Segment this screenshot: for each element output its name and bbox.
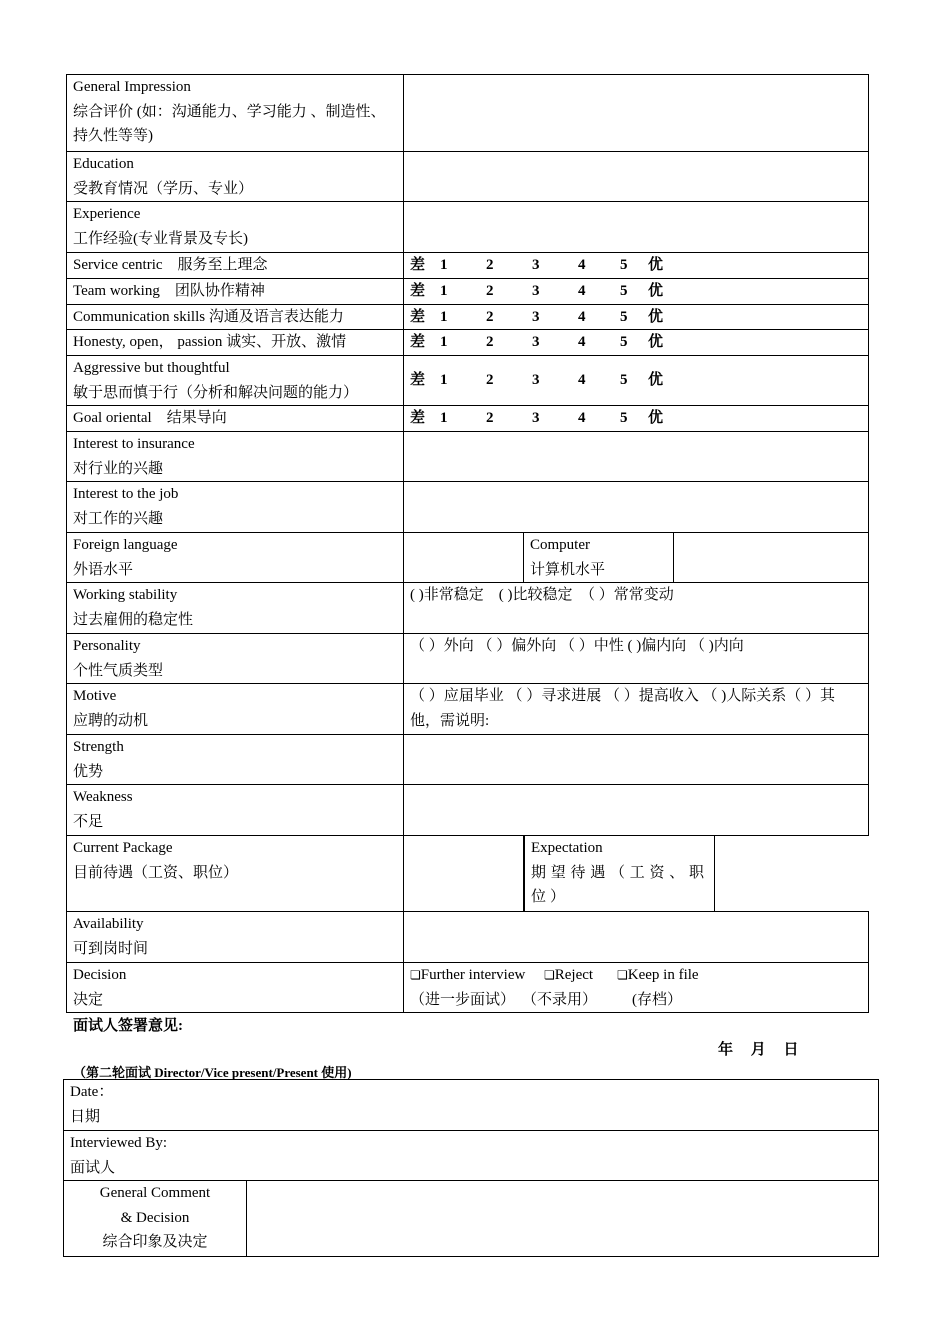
general-impression-cn: 综合评价 (如：沟通能力、学习能力 、制造性、持久性等等) bbox=[73, 103, 386, 144]
rating-n4[interactable]: 4 bbox=[578, 257, 586, 273]
expectation-en: Expectation bbox=[531, 840, 603, 856]
rating-scale bbox=[410, 368, 862, 393]
foreign-language-label bbox=[67, 533, 404, 583]
general-comment-en: General Comment bbox=[99, 1185, 211, 1201]
weakness-cn: 不足 bbox=[73, 813, 104, 830]
interest-insurance-label bbox=[67, 432, 404, 482]
rating-scale bbox=[410, 253, 862, 278]
experience-field[interactable] bbox=[404, 202, 869, 253]
rating-low: 差 bbox=[410, 410, 426, 427]
aggressive-cn: 敏于思而慎于行（分析和解决问题的能力） bbox=[73, 384, 359, 401]
rating-n1[interactable]: 1 bbox=[440, 410, 448, 427]
communication-rating[interactable] bbox=[404, 304, 869, 330]
team-working-rating[interactable] bbox=[404, 278, 869, 304]
expectation-field[interactable] bbox=[715, 836, 869, 911]
strength-cn: 优势 bbox=[73, 763, 104, 780]
rating-n1[interactable]: 1 bbox=[440, 372, 448, 389]
rating-n4[interactable]: 4 bbox=[578, 334, 586, 351]
communication-label: Communication skills 沟通及语言表达能力 bbox=[67, 304, 404, 330]
education-field[interactable] bbox=[404, 152, 869, 202]
rating-n2[interactable]: 2 bbox=[486, 282, 494, 299]
keep-in-file-option[interactable] bbox=[617, 963, 699, 988]
availability-cn: 可到岗时间 bbox=[73, 940, 149, 957]
checkbox-icon[interactable]: ❏ bbox=[617, 968, 628, 982]
keep-in-file-label: Keep in file bbox=[627, 967, 699, 983]
expectation-cn: 期望待遇（工资、职位） bbox=[531, 864, 708, 905]
interest-job-label bbox=[67, 482, 404, 533]
date-cn: 日期 bbox=[70, 1108, 101, 1125]
computer-label bbox=[524, 533, 674, 583]
personality-label bbox=[67, 634, 404, 684]
personality-cn: 个性气质类型 bbox=[73, 662, 164, 679]
weakness-field[interactable] bbox=[404, 785, 869, 836]
rating-high: 优 bbox=[648, 334, 664, 351]
rating-n3[interactable]: 3 bbox=[532, 334, 540, 351]
computer-field[interactable] bbox=[674, 533, 869, 583]
general-impression-en: General Impression bbox=[73, 79, 191, 95]
aggressive-label bbox=[67, 356, 404, 406]
decision-en2: & Decision bbox=[120, 1209, 190, 1226]
interest-insurance-cn: 对行业的兴趣 bbox=[73, 460, 164, 477]
rating-n2[interactable]: 2 bbox=[486, 334, 494, 351]
strength-field[interactable] bbox=[404, 735, 869, 785]
education-label bbox=[67, 152, 404, 202]
rating-n2[interactable]: 2 bbox=[486, 410, 494, 427]
experience-cn: 工作经验(专业背景及专长) bbox=[73, 230, 248, 247]
stability-cn: 过去雇佣的稳定性 bbox=[73, 611, 194, 628]
rating-high: 优 bbox=[648, 410, 664, 427]
motive-options[interactable]: （ ）应届毕业 （ ）寻求进展 （ ）提高收入 （ )人际关系（ ）其他，需说明: bbox=[404, 684, 869, 735]
general-comment-field[interactable] bbox=[247, 1181, 879, 1257]
rating-scale bbox=[410, 330, 862, 355]
stability-options[interactable]: ( )非常稳定 ( )比较稳定 （ ）常常变动 bbox=[404, 583, 869, 634]
goal-oriental-label: Goal oriental 结果导向 bbox=[67, 406, 404, 432]
expectation-subtable bbox=[524, 836, 869, 911]
education-cn: 受教育情况（学历、专业） bbox=[73, 180, 254, 197]
education-en: Education bbox=[73, 156, 134, 172]
rating-n1[interactable]: 1 bbox=[440, 257, 448, 273]
rating-n5[interactable]: 5 bbox=[620, 334, 628, 351]
date-row[interactable] bbox=[64, 1080, 879, 1131]
rating-low: 差 bbox=[410, 257, 426, 273]
motive-cn: 应聘的动机 bbox=[73, 712, 149, 729]
rating-low: 差 bbox=[410, 334, 426, 351]
general-comment-cn: 综合印象及决定 bbox=[102, 1234, 208, 1250]
service-centric-rating[interactable] bbox=[404, 253, 869, 279]
reject-cn: （不录用） bbox=[522, 991, 598, 1008]
decision-en: Decision bbox=[73, 967, 127, 983]
experience-label bbox=[67, 202, 404, 253]
current-package-en: Current Package bbox=[73, 840, 173, 856]
rating-low: 差 bbox=[410, 308, 426, 325]
foreign-language-en: Foreign language bbox=[73, 537, 178, 553]
aggressive-rating[interactable] bbox=[404, 356, 869, 406]
rating-high: 优 bbox=[648, 372, 664, 389]
interest-job-field[interactable] bbox=[404, 482, 869, 533]
experience-en: Experience bbox=[73, 206, 141, 222]
rating-scale bbox=[410, 279, 862, 304]
rating-n3[interactable]: 3 bbox=[532, 410, 540, 427]
strength-en: Strength bbox=[73, 739, 124, 755]
stability-en: Working stability bbox=[73, 587, 178, 603]
rating-n3[interactable]: 3 bbox=[532, 308, 540, 325]
rating-n1[interactable]: 1 bbox=[440, 282, 448, 299]
rating-low: 差 bbox=[410, 282, 426, 299]
general-impression-field[interactable] bbox=[404, 75, 869, 152]
rating-n4[interactable]: 4 bbox=[578, 282, 586, 299]
interest-job-en: Interest to the job bbox=[73, 486, 179, 502]
rating-n4[interactable]: 4 bbox=[578, 410, 586, 427]
general-comment-label bbox=[64, 1181, 247, 1257]
rating-n1[interactable]: 1 bbox=[440, 334, 448, 351]
decision-cn: 决定 bbox=[73, 991, 104, 1008]
goal-oriental-rating[interactable] bbox=[404, 406, 869, 432]
rating-n3[interactable]: 3 bbox=[532, 282, 540, 299]
second-round-table bbox=[63, 1079, 879, 1257]
rating-n3[interactable]: 3 bbox=[532, 372, 540, 389]
further-interview-cn: （进一步面试） bbox=[410, 991, 516, 1008]
weakness-label bbox=[67, 785, 404, 836]
rating-scale bbox=[410, 406, 862, 431]
honesty-label: Honesty, open， passion 诚实、开放、激情 bbox=[67, 330, 404, 356]
stability-label bbox=[67, 583, 404, 634]
expectation-label bbox=[525, 836, 715, 911]
checkbox-icon[interactable]: ❏ bbox=[544, 968, 555, 982]
interview-evaluation-table bbox=[66, 74, 869, 1013]
signature-date-line: 年 月 日 bbox=[718, 1042, 799, 1058]
current-package-field[interactable] bbox=[404, 836, 524, 912]
decision-options bbox=[404, 963, 869, 1013]
weakness-en: Weakness bbox=[73, 789, 133, 805]
team-working-label: Team working 团队协作精神 bbox=[67, 278, 404, 304]
personality-en: Personality bbox=[73, 638, 141, 654]
general-impression-label bbox=[67, 75, 404, 152]
rating-n2[interactable]: 2 bbox=[486, 308, 494, 325]
honesty-rating[interactable] bbox=[404, 330, 869, 356]
reject-option[interactable] bbox=[544, 963, 617, 988]
date-en: Date： bbox=[70, 1084, 114, 1100]
interviewed-by-row[interactable] bbox=[64, 1131, 879, 1181]
current-package-label bbox=[67, 836, 404, 912]
motive-label bbox=[67, 684, 404, 735]
rating-n5[interactable]: 5 bbox=[620, 372, 628, 389]
rating-n1[interactable]: 1 bbox=[440, 308, 448, 325]
decision-label bbox=[67, 963, 404, 1013]
computer-en: Computer bbox=[530, 537, 590, 553]
rating-high: 优 bbox=[648, 257, 664, 273]
rating-n2[interactable]: 2 bbox=[486, 372, 494, 389]
second-round-note: （第二轮面试 Director/Vice present/Present 使用) bbox=[73, 1065, 352, 1080]
rating-high: 优 bbox=[648, 308, 664, 325]
checkbox-icon[interactable]: ❏ bbox=[410, 968, 421, 982]
rating-n4[interactable]: 4 bbox=[578, 372, 586, 389]
foreign-language-field[interactable] bbox=[404, 533, 524, 583]
rating-n5[interactable]: 5 bbox=[620, 257, 628, 273]
aggressive-en: Aggressive but thoughtful bbox=[73, 360, 230, 376]
interviewed-by-en: Interviewed By: bbox=[70, 1135, 168, 1151]
keep-in-file-cn: (存档） bbox=[632, 991, 682, 1008]
interest-job-cn: 对工作的兴趣 bbox=[73, 510, 164, 527]
further-interview-label: Further interview bbox=[420, 967, 526, 983]
rating-low: 差 bbox=[410, 372, 426, 389]
service-centric-label: Service centric 服务至上理念 bbox=[67, 253, 404, 279]
interviewer-signature-label: 面试人签署意见: bbox=[73, 1018, 183, 1034]
rating-n2[interactable]: 2 bbox=[486, 257, 494, 273]
availability-label bbox=[67, 912, 404, 963]
current-package-cn: 目前待遇（工资、职位） bbox=[73, 864, 239, 881]
motive-en: Motive bbox=[73, 688, 117, 704]
interest-insurance-en: Interest to insurance bbox=[73, 436, 195, 452]
rating-n3[interactable]: 3 bbox=[532, 257, 540, 273]
rating-scale bbox=[410, 305, 862, 330]
rating-n4[interactable]: 4 bbox=[578, 308, 586, 325]
foreign-language-cn: 外语水平 bbox=[73, 561, 134, 578]
rating-n5[interactable]: 5 bbox=[620, 410, 628, 427]
personality-options[interactable]: （ ）外向 （ ）偏外向 （ ）中性 ( )偏内向 （ )内向 bbox=[404, 634, 869, 684]
rating-high: 优 bbox=[648, 282, 664, 299]
interest-insurance-field[interactable] bbox=[404, 432, 869, 482]
interviewed-by-cn: 面试人 bbox=[70, 1159, 116, 1176]
availability-en: Availability bbox=[73, 916, 144, 932]
reject-label: Reject bbox=[554, 967, 594, 983]
rating-n5[interactable]: 5 bbox=[620, 308, 628, 325]
availability-field[interactable] bbox=[404, 912, 869, 963]
further-interview-option[interactable] bbox=[410, 963, 544, 988]
computer-cn: 计算机水平 bbox=[530, 561, 606, 578]
rating-n5[interactable]: 5 bbox=[620, 282, 628, 299]
strength-label bbox=[67, 735, 404, 785]
